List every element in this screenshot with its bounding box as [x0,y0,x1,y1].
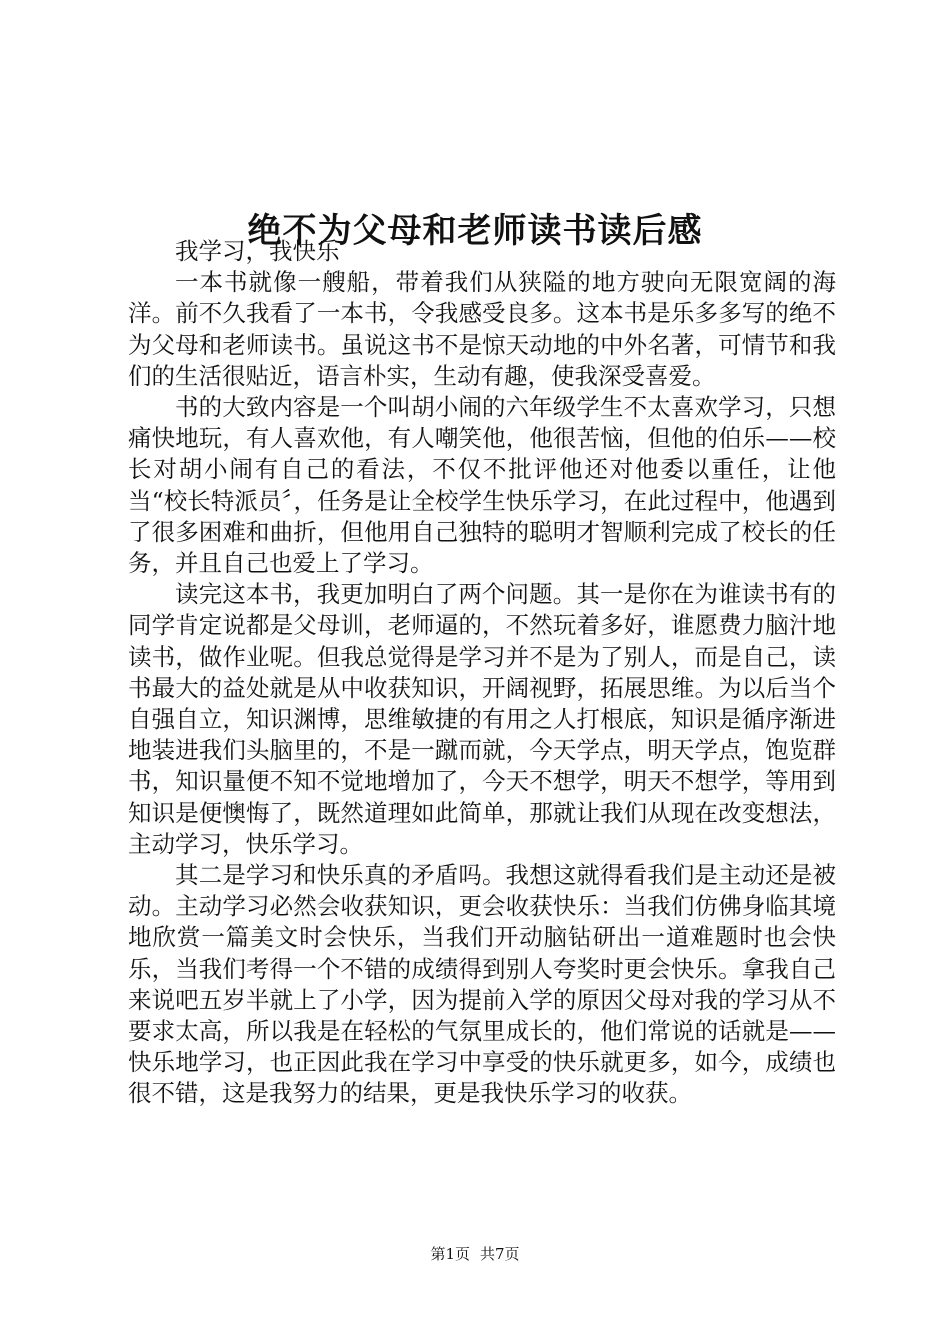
paragraph-2: 书的大致内容是一个叫胡小闹的六年级学生不太喜欢学习，只想痛快地玩，有人喜欢他，有人嘲笑他，他很苦恼，但他的伯乐——校长对胡小闹有自己的看法，不仅不批评他还对他委以重任，让他当“校长特派员〞，任务是让全校学生快乐学习，在此过程中，他遇到了很多困难和曲折，但他用自己独特的聪明才智顺利完成了校长的任务，并且自己也爱上了学习。 [128,393,836,578]
page-footer [0,1244,950,1264]
paragraph-1: 一本书就像一艘船，带着我们从狭隘的地方驶向无限宽阔的海洋。前不久我看了一本书，令我感受良多。这本书是乐多多写的绝不为父母和老师读书。虽说这书不是惊天动地的中外名著，可情节和我们的生活很贴近，语言朴实，生动有趣，使我深受喜爱。 [128,268,836,390]
page-title: 绝不为父母和老师读书读后感 [247,210,703,251]
document-body [128,236,836,1110]
paragraph-3: 读完这本书，我更加明白了两个问题。其一是你在为谁读书有的同学肯定说都是父母训，老师逼的，不然玩着多好，谁愿费力脑汁地读书，做作业呢。但我总觉得是学习并不是为了别人，而是自己，读书最大的益处就是从中收获知识，开阔视野，拓展思维。为以后当个自强自立，知识渊博，思维敏捷的有用之人打根底，知识是循序渐进地装进我们头脑里的，不是一蹴而就，今天学点，明天学点，饱览群书，知识量便不知不觉地增加了，今天不想学，明天不想学，等用到知识是便懊悔了，既然道理如此简单，那就让我们从现在改变想法，主动学习，快乐学习。 [128,580,836,858]
paragraph-4: 其二是学习和快乐真的矛盾吗。我想这就得看我们是主动还是被动。主动学习必然会收获知识，更会收获快乐：当我们仿佛身临其境地欣赏一篇美文时会快乐，当我们开动脑钻研出一道难题时也会快乐，当我们考得一个不错的成绩得到别人夸奖时更会快乐。拿我自己来说吧五岁半就上了小学，因为提前入学的原因父母对我的学习从不要求太高，所以我是在轻松的气氛里成长的，他们常说的话就是——快乐地学习，也正因此我在学习中享受的快乐就更多，如今，成绩也很不错，这是我努力的结果，更是我快乐学习的收获。 [128,861,836,1108]
paragraph-subtitle: 我学习，我快乐 [175,237,340,265]
page-total: 共7页 [480,1245,520,1263]
page-number: 第1页 [430,1245,470,1263]
